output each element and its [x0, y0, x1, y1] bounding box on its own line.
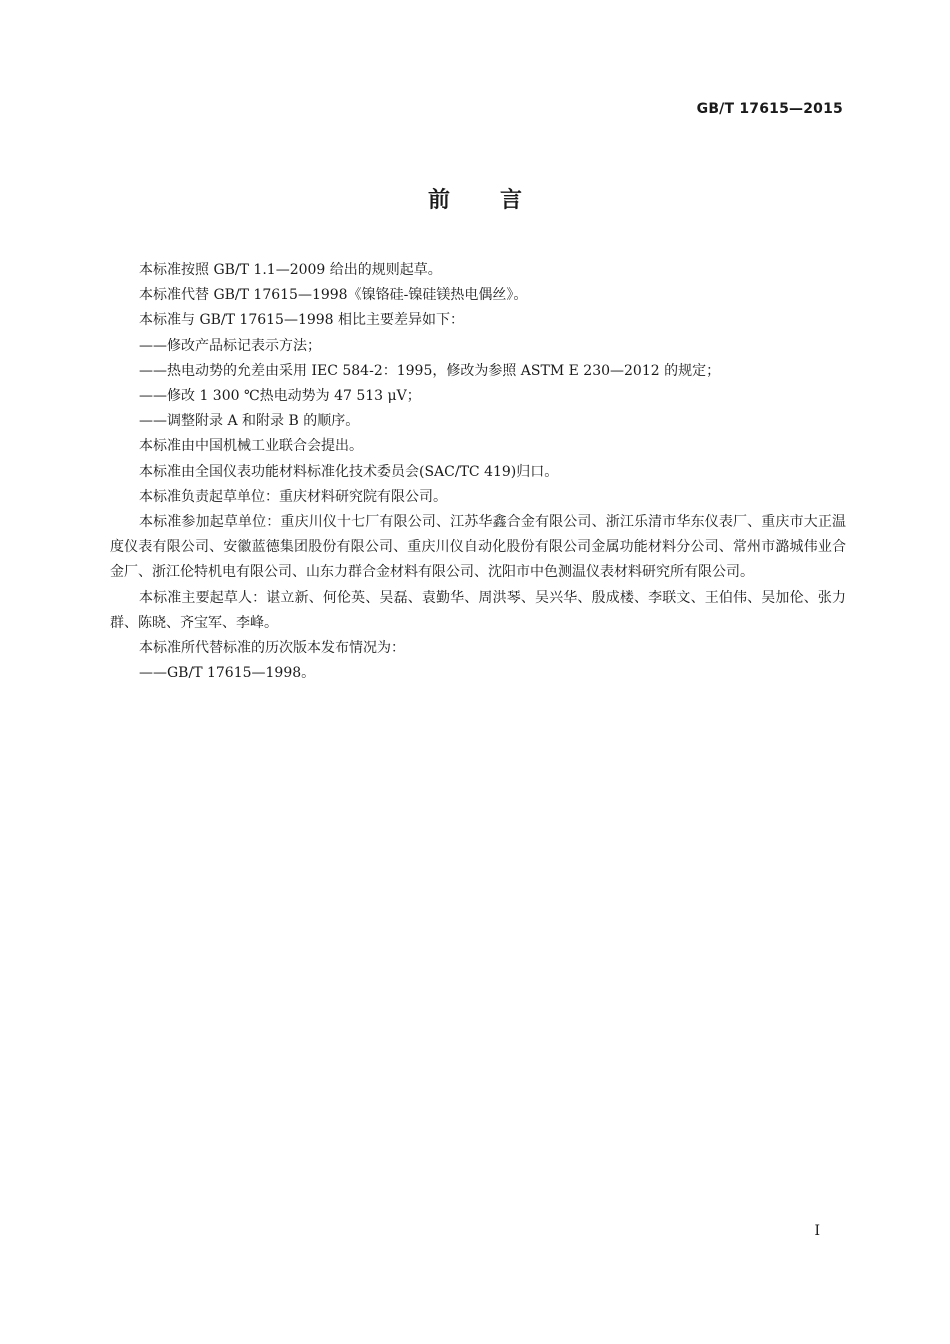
- paragraph: 本标准按照 GB/T 1.1—2009 给出的规则起草。: [139, 262, 442, 278]
- list-item: ——修改 1 300 ℃热电动势为 47 513 μV；: [139, 388, 421, 405]
- paragraph: 本标准由中国机械工业联合会提出。: [139, 438, 363, 455]
- list-item: ——调整附录 A 和附录 B 的顺序。: [139, 413, 360, 430]
- standard-number: GB/T 17615—2015: [696, 101, 843, 117]
- foreword-body: [110, 258, 846, 686]
- paragraph: 本标准主要起草人：谌立新、何伦英、吴磊、袁勤华、周洪琴、吴兴华、殷成楼、李联文、王伯伟、吴加伦、张力群、陈晓、齐宝军、李峰。: [110, 589, 846, 631]
- paragraph: 本标准参加起草单位：重庆川仪十七厂有限公司、江苏华鑫合金有限公司、浙江乐清市华东仪表厂、重庆市大正温度仪表有限公司、安徽蓝德集团股份有限公司、重庆川仪自动化股份有限公司金属功能材料分公司、常州市潞城伟业合金厂、浙江伦特机电有限公司、山东力群合金材料有限公司、沈阳市中色测温仪表材料研究所有限公司。: [110, 514, 846, 581]
- paragraph: 本标准与 GB/T 17615—1998 相比主要差异如下：: [139, 312, 465, 329]
- page-title: 前言: [427, 188, 572, 213]
- paragraph: 本标准所代替标准的历次版本发布情况为：: [139, 640, 405, 657]
- page-number: I: [814, 1223, 820, 1239]
- list-item: ——GB/T 17615—1998。: [139, 665, 316, 682]
- paragraph: 本标准代替 GB/T 17615—1998《镍铬硅-镍硅镁热电偶丝》。: [139, 287, 528, 304]
- paragraph: 本标准负责起草单位：重庆材料研究院有限公司。: [139, 488, 447, 505]
- list-item: ——热电动势的允差由采用 IEC 584-2：1995，修改为参照 ASTM E 230—2012 的规定；: [139, 362, 721, 379]
- list-item: ——修改产品标记表示方法；: [139, 337, 321, 354]
- paragraph: 本标准由全国仪表功能材料标准化技术委员会(SAC/TC 419)归口。: [139, 463, 559, 480]
